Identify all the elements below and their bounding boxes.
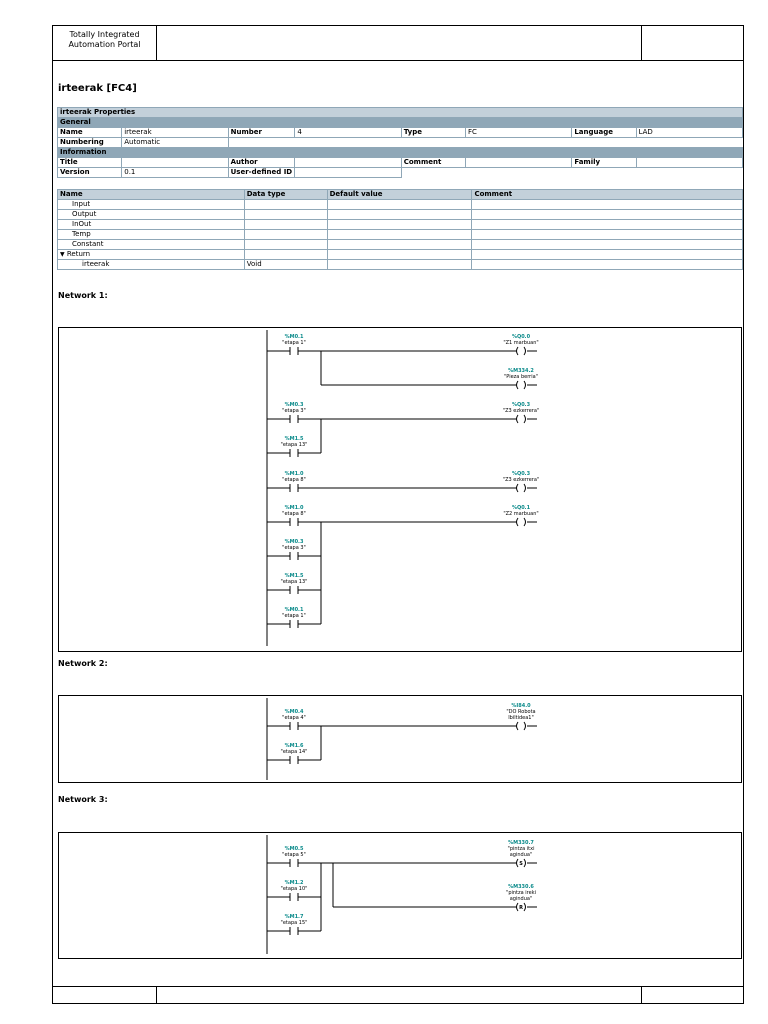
col-name: Name: [58, 190, 245, 200]
expand-triangle-icon[interactable]: ▼: [60, 251, 65, 258]
coil-arc: [524, 722, 526, 730]
coil-address: %Q0.3: [511, 402, 531, 408]
network-3-box: [58, 832, 742, 959]
coil-arc: [517, 484, 519, 492]
coil-type: R: [519, 905, 523, 911]
name-label: Name: [58, 128, 122, 138]
network-1-ladder: [59, 328, 741, 651]
coil-address: %Q0.1: [511, 505, 531, 511]
footer-divider-1: [156, 987, 157, 1004]
coil-address: %I84.0: [511, 703, 531, 709]
coil-arc: [524, 381, 526, 389]
contact-address: %M0.4: [284, 709, 304, 715]
coil-arc: [517, 415, 519, 423]
version-value: 0.1: [122, 168, 228, 178]
number-value: 4: [295, 128, 401, 138]
contact-address: %M1.5: [284, 573, 304, 579]
interface-table: [57, 189, 743, 270]
number-label: Number: [228, 128, 295, 138]
coil-arc: [524, 415, 526, 423]
contact-address: %M0.3: [284, 402, 304, 408]
language-label: Language: [572, 128, 636, 138]
name-value: irteerak: [122, 128, 228, 138]
page-footer: [53, 986, 743, 1004]
table-row: Constant: [58, 240, 743, 250]
coil-symbol: "Z3 ezkerrera": [502, 408, 540, 414]
contact-symbol: "etapa 8": [282, 511, 306, 517]
app-name: [53, 26, 157, 60]
document-page: [52, 25, 744, 1004]
table-row: InOut: [58, 220, 743, 230]
general-section: General: [58, 118, 743, 128]
coil-address: %M334.2: [508, 368, 534, 374]
comment-label: Comment: [401, 158, 465, 168]
col-data-type: Data type: [244, 190, 327, 200]
block-title: irteerak [FC4]: [58, 83, 137, 94]
coil-address: %Q0.3: [511, 471, 531, 477]
network-2-label: Network 2:: [58, 659, 108, 668]
numbering-value: Automatic: [122, 138, 228, 148]
contact-address: %M1.6: [284, 743, 304, 749]
contact-symbol: "etapa 8": [282, 477, 306, 483]
contact-address: %M0.1: [284, 607, 304, 613]
coil-arc: [517, 722, 519, 730]
coil-arc: [524, 518, 526, 526]
type-value: FC: [465, 128, 571, 138]
contact-symbol: "etapa 13": [280, 579, 308, 585]
coil-symbol: "Z2 marbuan": [503, 511, 539, 517]
contact-address: %M1.7: [284, 914, 304, 920]
table-row: irteerak Void: [58, 260, 743, 270]
table-row: Input: [58, 200, 743, 210]
network-1-label: Network 1:: [58, 291, 108, 300]
network-1-box: [58, 327, 742, 652]
network-2-ladder: [59, 696, 741, 782]
contact-symbol: "etapa 13": [280, 442, 308, 448]
contact-address: %M1.2: [284, 880, 304, 886]
version-label: Version: [58, 168, 122, 178]
coil-type: S: [519, 861, 523, 867]
contact-symbol: "etapa 1": [282, 340, 306, 346]
contact-symbol: "etapa 3": [282, 408, 306, 414]
coil-address: %M330.6: [508, 884, 534, 890]
contact-address: %M0.1: [284, 334, 304, 340]
contact-symbol: "etapa 3": [282, 545, 306, 551]
coil-symbol: "Z3 ezkerrera": [502, 477, 540, 483]
title-label: Title: [58, 158, 122, 168]
col-comment: Comment: [472, 190, 743, 200]
coil-arc: [517, 859, 519, 867]
coil-symbol: Ibiltidea1": [508, 715, 534, 721]
contact-symbol: "etapa 4": [282, 715, 306, 721]
contact-symbol: "etapa 10": [280, 886, 308, 892]
contact-symbol: "etapa 14": [280, 749, 308, 755]
contact-address: %M0.3: [284, 539, 304, 545]
coil-address: %M330.7: [508, 840, 534, 846]
coil-arc: [524, 484, 526, 492]
author-label: Author: [228, 158, 295, 168]
footer-divider-2: [641, 987, 642, 1004]
network-2-box: [58, 695, 742, 783]
information-section: Information: [58, 148, 743, 158]
coil-arc: [517, 347, 519, 355]
coil-symbol: "pintza ireki: [506, 890, 536, 896]
contact-symbol: "etapa 15": [280, 920, 308, 926]
network-3-ladder: [59, 833, 741, 958]
user-id-label: User-defined ID: [228, 168, 295, 178]
coil-arc: [524, 859, 526, 867]
properties-heading: irteerak Properties: [58, 108, 743, 118]
table-row: Temp: [58, 230, 743, 240]
contact-address: %M1.5: [284, 436, 304, 442]
coil-arc: [517, 381, 519, 389]
coil-arc: [524, 347, 526, 355]
properties-table: [57, 107, 743, 178]
coil-arc: [517, 518, 519, 526]
coil-symbol: "pintza itxi: [507, 846, 535, 852]
contact-address: %M1.0: [284, 471, 304, 477]
coil-address: %Q0.0: [511, 334, 531, 340]
contact-symbol: "etapa 5": [282, 852, 306, 858]
network-3-label: Network 3:: [58, 795, 108, 804]
contact-address: %M0.5: [284, 846, 304, 852]
contact-address: %M1.0: [284, 505, 304, 511]
table-row: ▼ Return: [58, 250, 743, 260]
page-header: [53, 26, 743, 61]
table-row: Output: [58, 210, 743, 220]
type-label: Type: [401, 128, 465, 138]
app-name-line1: Totally Integrated: [69, 30, 140, 39]
numbering-label: Numbering: [58, 138, 122, 148]
app-name-line2: Automation Portal: [68, 40, 141, 49]
coil-symbol: "Pieza berria": [504, 374, 538, 380]
coil-symbol: "DO Robota: [506, 709, 536, 715]
col-default-value: Default value: [327, 190, 472, 200]
coil-symbol: agindua": [509, 896, 533, 902]
coil-symbol: "Z1 marbuan": [503, 340, 539, 346]
family-label: Family: [572, 158, 636, 168]
header-divider: [641, 26, 642, 60]
coil-arc: [524, 903, 526, 911]
coil-symbol: agindua": [509, 852, 533, 858]
coil-arc: [517, 903, 519, 911]
contact-symbol: "etapa 1": [282, 613, 306, 619]
language-value: LAD: [636, 128, 742, 138]
